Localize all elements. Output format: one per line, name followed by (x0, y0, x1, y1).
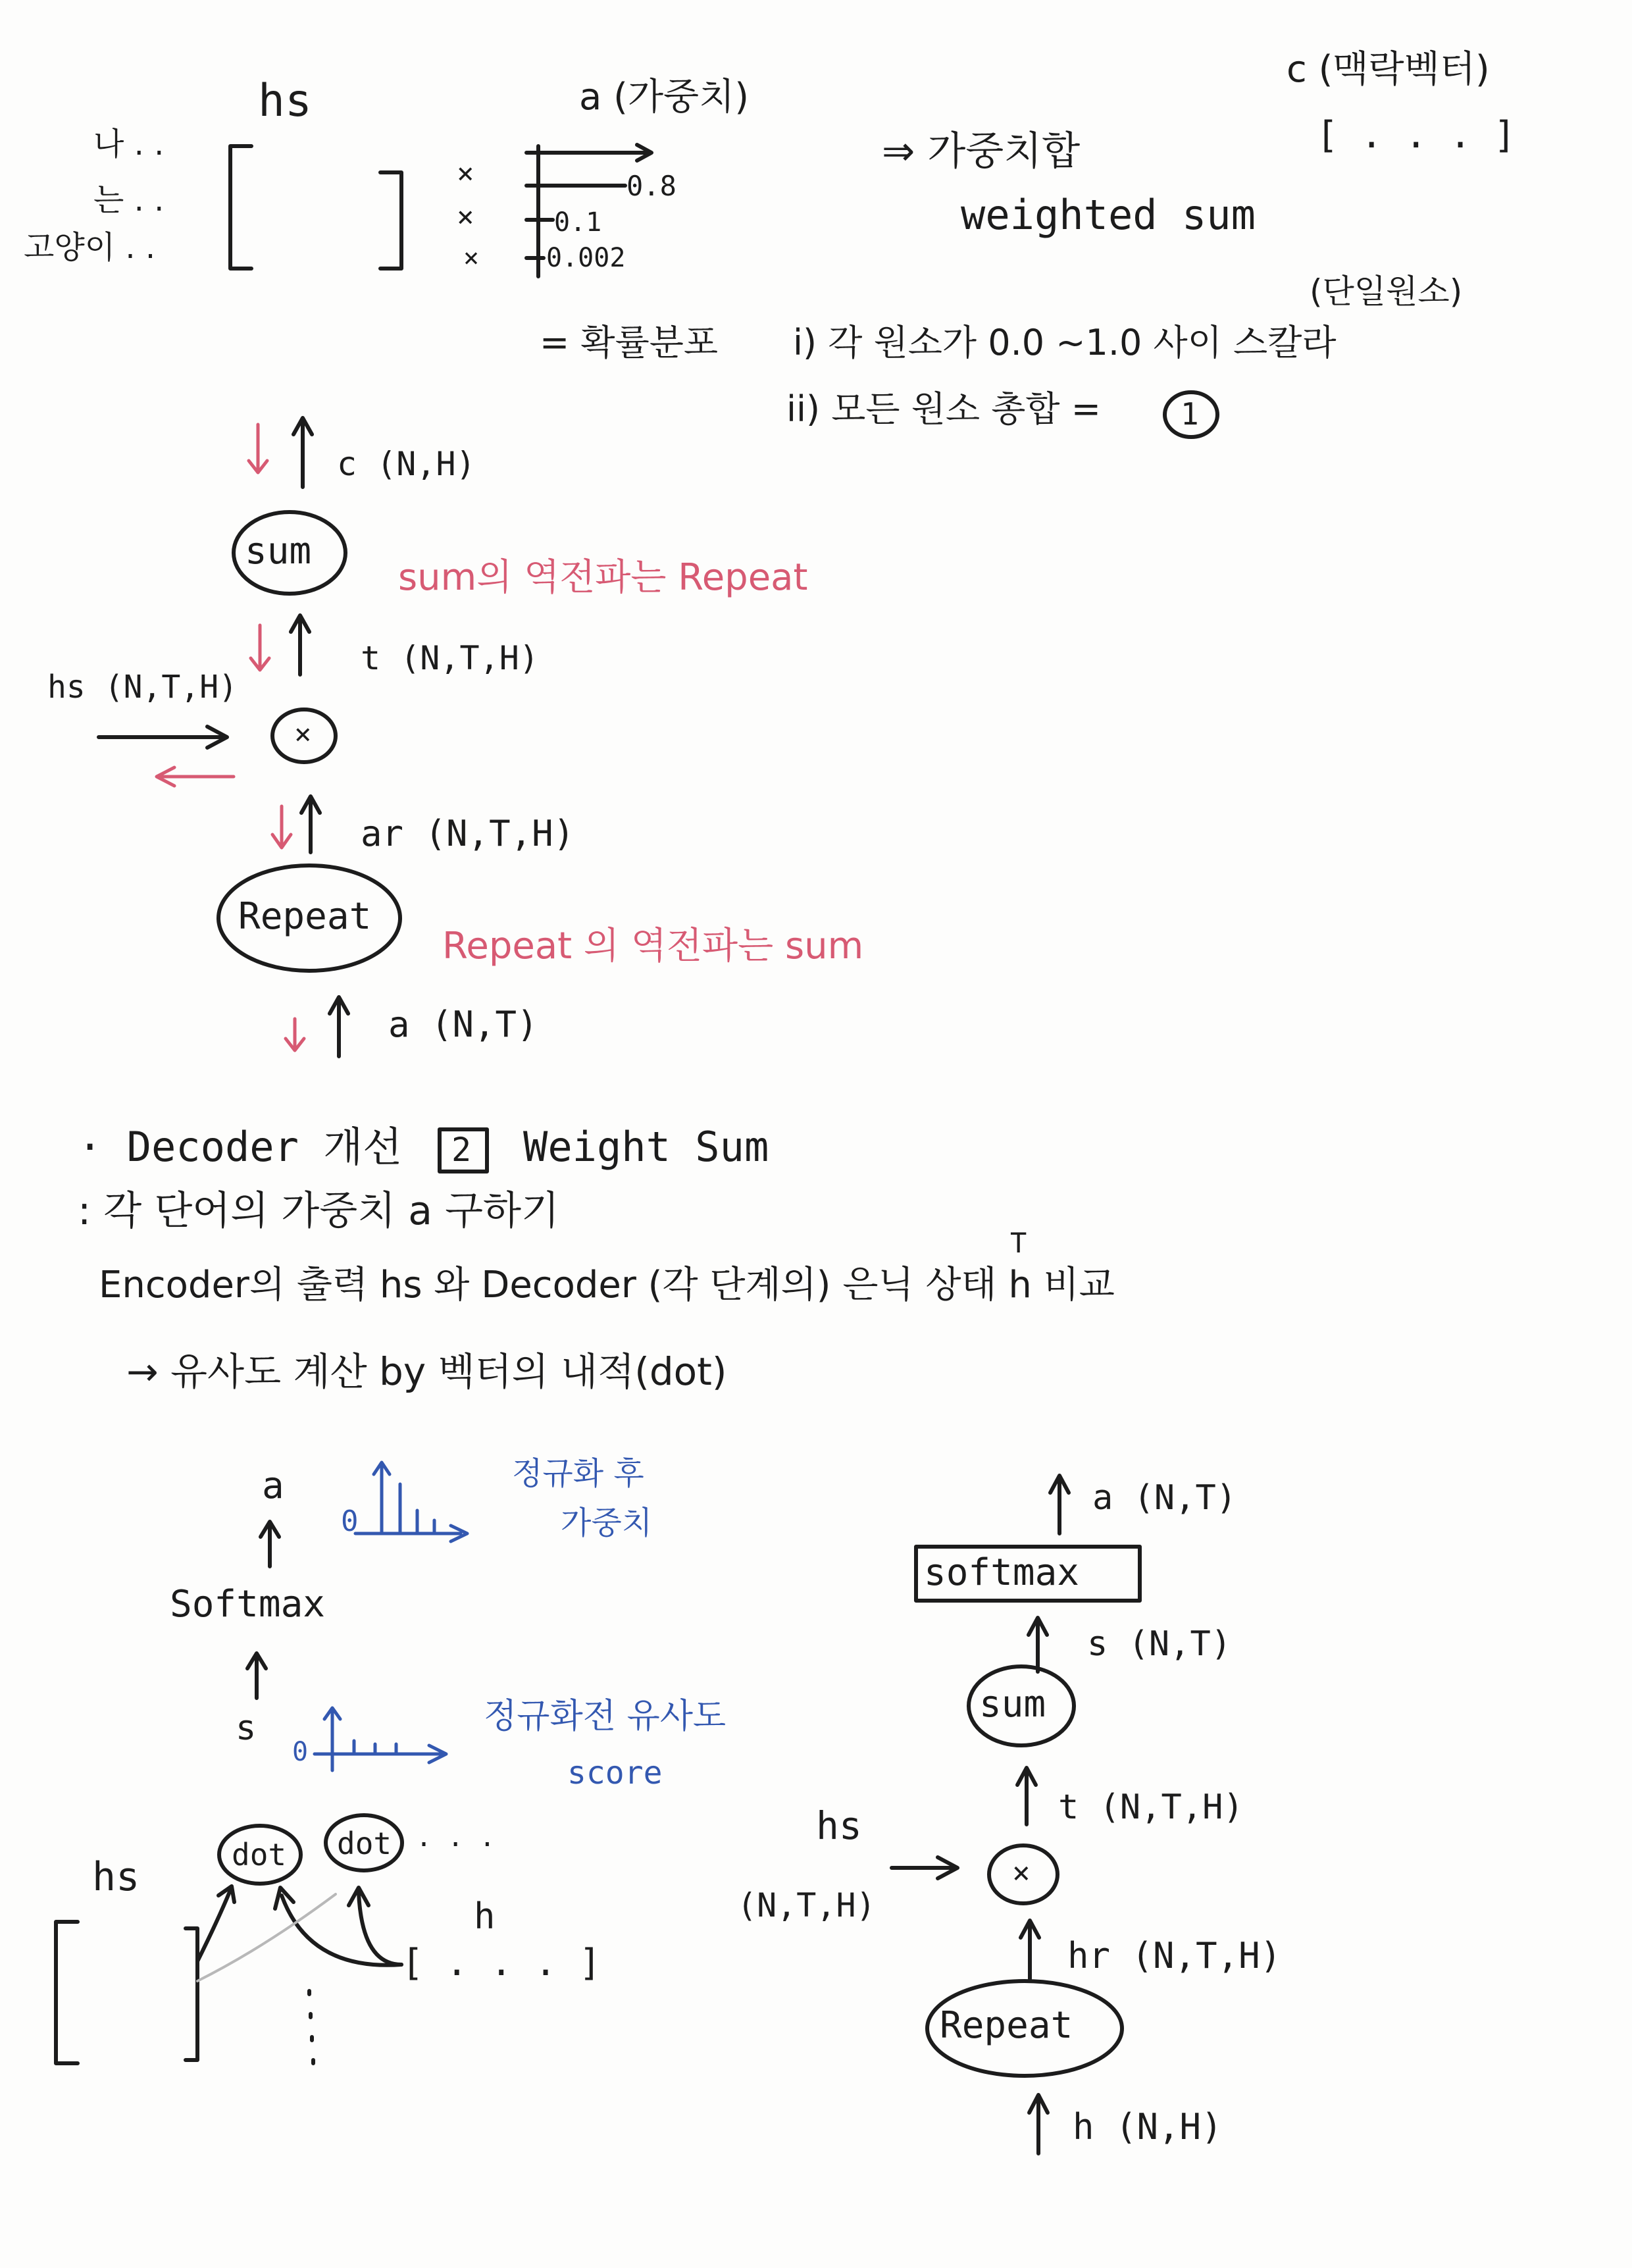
g1-c-shape: c (N,H) (337, 445, 476, 483)
g2-score-label: score (567, 1755, 663, 1791)
g3-hs-label: hs (816, 1803, 862, 1848)
g3-softmax-node: softmax (924, 1551, 1080, 1594)
g3-repeat-node: Repeat (940, 2004, 1073, 2047)
g3-hs-shape: (N,T,H) (737, 1886, 876, 1924)
c-down-arrow (249, 425, 267, 473)
times-sign-1: × (457, 157, 474, 190)
g3-sum-node: sum (979, 1683, 1046, 1726)
section-title-suffix: Weight Sum (523, 1123, 769, 1171)
g1-repeat-backprop-note: Repeat 의 역전파는 sum (442, 925, 864, 967)
g1-sum-node: sum (245, 530, 312, 573)
c-context-bracket: [ . . . ] (1316, 114, 1516, 157)
g3-a-arrow (1050, 1476, 1069, 1533)
hs-backward-arrow (157, 767, 234, 786)
a-up-arrow (330, 997, 348, 1056)
softmax-to-a-arrow (261, 1522, 279, 1566)
section-subtitle: : 각 단어의 가중치 a 구하기 (78, 1188, 559, 1234)
g3-s-shape: s (N,T) (1087, 1624, 1232, 1664)
h-to-dot1 (275, 1888, 401, 1965)
g1-a-shape: a (N,T) (388, 1004, 538, 1045)
g3-hs-arrow (892, 1857, 957, 1878)
circled-one: 1 (1181, 396, 1199, 432)
g3-hr-arrow (1021, 1920, 1039, 1981)
g1-sum-backprop-note: sum의 역전파는 Repeat (398, 556, 808, 599)
times-sign-3: × (463, 243, 480, 273)
row-label-goyangi: 고양이 . . (24, 229, 156, 266)
g2-dot1-node: dot (232, 1837, 287, 1872)
s-bars-axis (315, 1708, 446, 1770)
vertical-dots (309, 1991, 313, 2063)
weight-0-1: 0.1 (554, 207, 602, 238)
g2-dot2-node: dot (337, 1826, 392, 1861)
hs-matrix-bracket-left (230, 146, 251, 269)
g2-normalized-after: 정규화 후 (512, 1455, 644, 1492)
c-up-arrow (293, 418, 312, 487)
a-bars-axis (355, 1462, 467, 1541)
g3-h-arrow (1029, 2095, 1048, 2153)
g3-a-shape: a (N,T) (1092, 1478, 1237, 1518)
hs-to-dot2 (197, 1894, 336, 1981)
g3-h-shape: h (N,H) (1073, 2106, 1223, 2148)
g2-hs-label: hs (92, 1854, 140, 1900)
section-title: · Decoder 개선 (78, 1123, 403, 1171)
row-label-na: 나 . . (93, 126, 165, 163)
hs-to-dot1 (197, 1886, 234, 1961)
weight-0-8: 0.8 (626, 170, 676, 202)
g3-t-shape: t (N,T,H) (1058, 1788, 1244, 1827)
row-label-neun: 는 . . (93, 182, 165, 219)
t-up-arrow (291, 615, 309, 675)
section-line-encoder: Encoder의 출력 hs 와 Decoder (각 단계의) 은닉 상태 h 비교 (99, 1264, 1115, 1306)
g1-hs-input-shape: hs (N,T,H) (47, 669, 238, 706)
g2-h-label: h (474, 1895, 496, 1937)
weighted-sum-en: weighted sum (961, 191, 1256, 239)
a-down-arrow (286, 1019, 304, 1050)
section-badge-number: 2 (451, 1131, 472, 1169)
hs-forward-arrow (99, 727, 227, 748)
g2-s-label: s (236, 1709, 257, 1748)
hs-label: hs (258, 75, 312, 127)
weight-0-002: 0.002 (546, 243, 626, 273)
s-to-softmax-arrow (247, 1653, 266, 1698)
g2-weight-label: 가중치 (561, 1505, 653, 1541)
g2-softmax-label: Softmax (170, 1583, 326, 1626)
g2-a-zero: 0 (341, 1505, 359, 1538)
g2-normalized-before: 정규화전 유사도 (484, 1697, 727, 1736)
c-context-label: c (맥락벡터) (1287, 48, 1490, 91)
hs-matrix-bracket-right (380, 172, 401, 269)
ar-down-arrow (272, 806, 291, 848)
single-element-note: (단일원소) (1310, 272, 1463, 311)
g1-t-shape: t (N,T,H) (361, 639, 539, 677)
prob-condition-i: i) 각 원소가 0.0 ~1.0 사이 스칼라 (793, 322, 1337, 363)
probability-dist-head: = 확률분포 (540, 322, 719, 363)
g1-ar-shape: ar (N,T,H) (361, 813, 575, 854)
section-line-similarity: → 유사도 계산 by 벡터의 내적(dot) (126, 1349, 727, 1394)
hs-matrix2-right (186, 1928, 197, 2060)
g3-hr-shape: hr (N,T,H) (1067, 1935, 1282, 1976)
g2-s-zero: 0 (292, 1737, 309, 1767)
a-weight-label: a (가중치) (579, 76, 750, 118)
ar-up-arrow (301, 796, 320, 852)
hs-matrix2-left (56, 1922, 78, 2063)
a-bar-top (526, 145, 651, 161)
g1-repeat-node: Repeat (238, 895, 372, 938)
prob-condition-ii: ii) 모든 원소 총합 = (786, 388, 1101, 430)
h-to-dot2 (349, 1888, 401, 1965)
g2-more-dots: . . . (416, 1822, 496, 1853)
g3-t-arrow (1017, 1768, 1036, 1824)
g2-h-vector: [ . . . ] (401, 1942, 601, 1984)
times-sign-2: × (457, 200, 474, 234)
g2-a-label: a (262, 1464, 284, 1507)
t-down-arrow (251, 625, 269, 670)
g3-s-arrow (1029, 1618, 1047, 1672)
g3-mul-node: × (1012, 1855, 1031, 1890)
g1-mul-node: × (294, 717, 312, 751)
weighted-sum-ko: ⇒ 가중치합 (882, 128, 1081, 174)
transpose-mark: T (1010, 1227, 1027, 1259)
